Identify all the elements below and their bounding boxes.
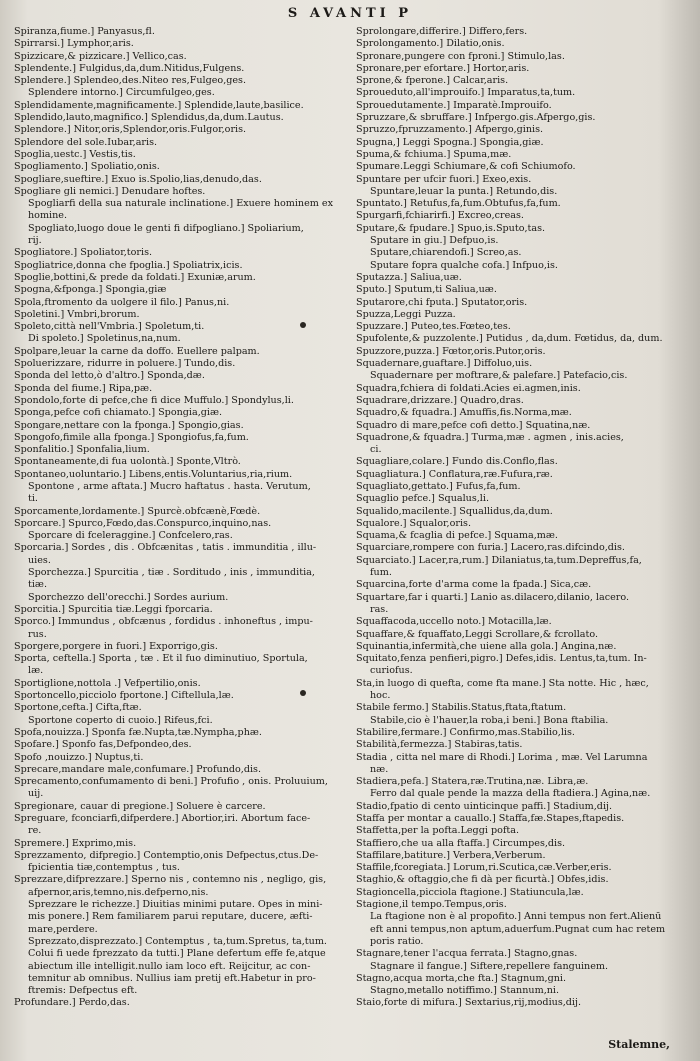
dictionary-line: ras. <box>370 603 389 615</box>
dictionary-line: Squadernare,guaftare.] Diffoluo,uis. <box>356 358 533 370</box>
dictionary-line: Sprezzare le richezze.] Diuitias minimi putare. Opes in mini- <box>28 899 323 911</box>
dictionary-line: Sprezzamento, difpregio.] Contemptio,onis Defpectus,ctus.De- <box>14 849 319 861</box>
dictionary-line: Spongare,nettare con la fponga.] Spongio,gias. <box>14 419 244 431</box>
dictionary-line: Spongofo,fimile alla fponga.] Spongiofus,fa,fum. <box>14 431 249 443</box>
dictionary-line: Staffa per montar a cauallo.] Staffa,fæ.Stapes,ftapedis. <box>356 813 625 824</box>
dictionary-line: Sponda del fiume.] Ripa,pæ. <box>14 382 153 394</box>
dictionary-line: Sporcitia.] Spurcitia tiæ.Leggi fporcaria. <box>14 603 213 615</box>
dictionary-line: Spola,ftromento da uolgere il filo.] Panus,ni. <box>14 296 230 308</box>
dictionary-line: fum. <box>370 567 392 579</box>
dictionary-line: Sprolongare,differire.] Differo,fers. <box>356 26 528 37</box>
dictionary-line: Sprezzato,disprezzato.] Contemptus , ta,tum.Spretus, ta,tum. <box>28 935 327 947</box>
catchword: Stalemne, <box>608 1038 670 1051</box>
dictionary-line: fpicientia tiæ,contemptus , tus. <box>28 862 180 874</box>
dictionary-line: Squalore.] Squalor,oris. <box>356 517 472 529</box>
dictionary-line: Splendente.] Fulgidus,da,dum.Nitidus,Fulgens. <box>14 62 245 74</box>
dictionary-line: Profundare.] Perdo,das. <box>14 997 130 1009</box>
dictionary-line: Spofo ,nouizzo.] Nuptus,ti. <box>14 751 144 763</box>
dictionary-line: Spogliato,luogo doue le genti fi difpogliano.] Spoliarium, <box>28 222 304 234</box>
dictionary-line: Staffile,fcoregiata.] Lorum,ri.Scutica,cæ.Verber,eris. <box>356 862 612 874</box>
dictionary-line: abiectum ille intelligit.nullo iam loco eft. Reijcitur, ac con- <box>28 960 311 972</box>
dictionary-line: Spoglie,bottini,& prede da foldati.] Exuniæ,arum. <box>14 271 256 283</box>
dictionary-line: mis ponere.] Rem familiarem parui reputare, ducere, æfti- <box>28 911 313 923</box>
dictionary-line: Sputazza.] Saliua,uæ. <box>356 271 462 283</box>
dictionary-line: Spuma,& fchiuma.] Spuma,mæ. <box>356 148 512 160</box>
dictionary-line: Staio,forte di mifura.] Sextarius,rij,modius,dij. <box>356 997 582 1009</box>
left-column <box>14 26 350 1056</box>
dictionary-line: Sponda del letto,ò d'altro.] Sponda,dæ. <box>14 370 205 382</box>
dictionary-line: uies. <box>28 554 51 566</box>
dictionary-line: poris ratio. <box>370 935 424 947</box>
running-head: S AVANTI P <box>287 6 413 21</box>
dictionary-line: Stadiera,pefa.] Statera,ræ.Trutina,næ. Libra,æ. <box>356 776 589 788</box>
dictionary-line: Stabilire,fermare.] Confirmo,mas.Stabilio,lis. <box>356 726 575 738</box>
dictionary-line: Spofare.] Sponfo fas,Defpondeo,des. <box>14 739 192 751</box>
dictionary-line: hoc. <box>370 690 391 702</box>
dictionary-line: Squadrone,& fquadra.] Turma,mæ . agmen , inis.acies, <box>356 431 624 443</box>
dictionary-line: Sprouedutamente.] Imparatè.Improuifo. <box>356 99 552 111</box>
right-column <box>356 26 668 1056</box>
dictionary-line: Spumare.Leggi Schiumare,& cofi Schiumofo. <box>356 161 576 173</box>
dictionary-line: Splendere.] Splendeo,des.Niteo res,Fulgeo,ges. <box>14 75 247 87</box>
dictionary-line: Stagioncella,picciola ftagione.] Statiuncula,læ. <box>356 886 584 898</box>
dictionary-line: curiofus. <box>370 665 413 677</box>
dictionary-line: Spuntare,leuar la punta.] Retundo,dis. <box>370 185 558 197</box>
dictionary-line: Spreguare, fconciarfi,difperdere.] Abortior,iri. Abortum face- <box>14 813 311 824</box>
dictionary-line: Stabile,cio è l'hauer,la roba,i beni.] Bona ftabilia. <box>370 714 609 726</box>
dictionary-line: afpernor,aris,temno,nis.defperno,nis. <box>28 886 209 898</box>
dictionary-line: Sporcamente,lordamente.] Spurcè.obfcænè,Fœdè. <box>14 505 261 517</box>
dictionary-line: Sputare,& fpudare.] Spuo,is.Sputo,tas. <box>356 222 546 234</box>
dictionary-line: Sputare in giu.] Defpuo,is. <box>370 235 499 247</box>
dictionary-line: Sprecare,mandare male,confumare.] Profundo,dis. <box>14 763 262 775</box>
dictionary-line: Spuntato.] Retufus,fa,fum.Obtufus,fa,fum. <box>356 198 561 210</box>
dictionary-line: Spolpare,leuar la carne da doffo. Euellere palpam. <box>14 345 260 357</box>
dictionary-line: Spruzzare,& sbruffare.] Infpergo.gis.Afpergo,gis. <box>356 112 596 124</box>
dictionary-line: Splendido,lauto,magnifico.] Splendidus,da,dum.Lautus. <box>14 112 284 124</box>
dictionary-line: Sporcare di fceleraggine.] Confcelero,ras. <box>28 530 233 542</box>
dictionary-line: Squadra,fchiera di foldati.Acies ei.agmen,inis. <box>356 382 581 394</box>
dictionary-line: Stadia , citta nel mare di Rhodi.] Lorima , mæ. Vel Larumna <box>356 751 648 763</box>
dictionary-line: temnitur ab omnibus. Nullius iam pretij eft.Habetur in pro- <box>28 972 316 984</box>
dictionary-line: Stabilità,fermezza.] Stabiras,tatis. <box>356 739 523 751</box>
dictionary-line: Squalido,macilente.] Squallidus,da,dum. <box>356 505 553 517</box>
dictionary-line: Spogliare,sueftire.] Exuo is.Spolio,lias,denudo,das. <box>14 173 262 185</box>
dictionary-line: Sprolongamento.] Dilatio,onis. <box>356 38 505 50</box>
dictionary-line: Spoglia,uestc.] Vestis,tis. <box>14 148 136 160</box>
dictionary-line: Di spoleto.] Spoletinus,na,num. <box>28 333 181 345</box>
dictionary-line: Spoluerizzare, ridurre in poluere.] Tundo,dis. <box>14 358 236 370</box>
dictionary-line: Spoletini.] Vmbri,brorum. <box>14 308 140 320</box>
dictionary-line: Squagliare,colare.] Fundo dis.Conflo,flas. <box>356 456 558 468</box>
dictionary-line: Spremere.] Exprimo,mis. <box>14 837 137 849</box>
dictionary-line: Ferro dal quale pende la mazza della ftadiera.] Agina,næ. <box>370 788 651 800</box>
dictionary-line: Sporta, ceftella.] Sporta , tæ . Et il fuo diminutiuo, Sportula, <box>14 653 308 665</box>
dictionary-line: Sporcaria.] Sordes , dis . Obfcænitas , tatis . immunditia , illu- <box>14 542 317 554</box>
dictionary-line: Spuzza,Leggi Puzza. <box>356 308 456 320</box>
dictionary-line: Spizzicare,& pizzicare.] Vellico,cas. <box>14 50 187 62</box>
dictionary-line: Sportoncello,picciolo fportone.] Ciftellula,læ. <box>14 690 234 702</box>
dictionary-line: Sportone,cefta.] Cifta,ftæ. <box>14 702 142 714</box>
dictionary-line: Squadro,& fquadra.] Amuffis,fis.Norma,mæ. <box>356 407 572 419</box>
dictionary-line: rus. <box>28 628 47 640</box>
dictionary-line: La ftagione non è al propofito.] Anni tempus non fert.Alienū <box>370 911 662 923</box>
dictionary-line: mare,perdere. <box>28 923 98 935</box>
dictionary-line: Spiranza,fiume.] Panyasus,fl. <box>14 26 155 37</box>
dictionary-line: Squaffare,& fquaffato,Leggi Scrollare,& fcrollato. <box>356 628 599 640</box>
dictionary-line: Staghio,& oftaggio,che fi dà per ficurtà.] Obfes,idis. <box>356 874 609 886</box>
dictionary-line: Spogliatore.] Spoliator,toris. <box>14 247 153 259</box>
dictionary-line: Squadrare,drizzare.] Quadro,dras. <box>356 394 524 406</box>
dictionary-line: Spregionare, cauar di pregione.] Soluere è carcere. <box>14 800 266 812</box>
dictionary-line: Sportone coperto di cuoio.] Rifeus,fci. <box>28 714 213 726</box>
dictionary-line: Stabile fermo.] Stabilis.Status,ftata,ftatum. <box>356 702 567 714</box>
dictionary-line: Squarciato.] Lacer,ra,rum.] Dilaniatus,ta,tum.Depreffus,fa, <box>356 554 642 566</box>
dictionary-line: Splendore.] Nitor,oris,Splendor,oris.Fulgor,oris. <box>14 124 247 136</box>
dictionary-line: Staffetta,per la pofta.Leggi pofta. <box>356 825 520 837</box>
dictionary-line: Sta,in luogo di quefta, come fta mane.] Sta notte. Hic , hæc, <box>356 677 649 689</box>
dictionary-line: Spogliatrice,donna che fpoglia.] Spoliatrix,icis. <box>14 259 243 271</box>
dictionary-line: Staffilare,batiture.] Verbera,Verberum. <box>356 849 546 861</box>
dictionary-line: Sproueduto,all'improuifo.] Imparatus,ta,tum. <box>356 87 576 99</box>
dictionary-line: Splendore del sole.Iubar,aris. <box>14 136 158 148</box>
dictionary-line: Sputo.] Sputum,ti Saliua,uæ. <box>356 284 497 296</box>
dictionary-line: uij. <box>28 788 44 800</box>
dictionary-line: Stadio,fpatio di cento uinticinque paffi.] Stadium,dij. <box>356 800 613 812</box>
dictionary-line: Squinantia,infermità,che uiene alla gola.] Angina,næ. <box>356 640 617 652</box>
dictionary-line: Sponfalitio.] Sponfalia,lium. <box>14 444 150 456</box>
dictionary-line: Spontaneamente,di fua uolontà.] Sponte,Vltrò. <box>14 456 241 468</box>
dictionary-line: Squarciare,rompere con furia.] Lacero,ras.difcindo,dis. <box>356 542 625 554</box>
dictionary-line: Spufolente,& puzzolente.] Putidus , da,dum. Fœtidus, da, dum. <box>356 333 663 345</box>
dictionary-line: Sputare fopra qualche cofa.] Infpuo,is. <box>370 259 558 271</box>
dictionary-line: Squaglio pefce.] Squalus,li. <box>356 493 489 505</box>
ornament-dot <box>300 690 306 696</box>
dictionary-line: Spogliamento.] Spoliatio,onis. <box>14 161 160 173</box>
dictionary-line: ci. <box>370 444 382 456</box>
dictionary-line: Spofa,nouizza.] Sponfa fæ.Nupta,tæ.Nympha,phæ. <box>14 726 262 738</box>
dictionary-line: Sporco.] Immundus , obfcænus , fordidus . inhoneftus , impu- <box>14 616 313 628</box>
dictionary-line: Stagnare,tener l'acqua ferrata.] Stagno,gnas. <box>356 948 578 960</box>
dictionary-line: Stagno,acqua morta,che fta.] Stagnum,gni. <box>356 972 567 984</box>
dictionary-line: Squama,& fcaglia di pefce.] Squama,mæ. <box>356 530 558 542</box>
dictionary-line: Spuzzare.] Puteo,tes.Fœteo,tes. <box>356 321 511 333</box>
dictionary-line: Sprezzare,difprezzare.] Sperno nis , contemno nis , negligo, gis, <box>14 874 327 886</box>
dictionary-line: Spogliarfi della sua naturale inclinatione.] Exuere hominem ex <box>28 198 333 210</box>
dictionary-line: Sporchezzo dell'orecchi.] Sordes aurium. <box>28 591 229 603</box>
dictionary-line: Spruzzo,fpruzzamento.] Afpergo,ginis. <box>356 124 544 136</box>
dictionary-line: Spronare,pungere con fproni.] Stimulo,las. <box>356 50 565 62</box>
dictionary-line: Spoleto,città nell'Vmbria.] Spoletum,ti. <box>14 321 205 333</box>
dictionary-line: Spontone , arme aftata.] Mucro haftatus . hasta. Verutum, <box>28 480 311 492</box>
dictionary-line: Stagione,il tempo.Tempus,oris. <box>356 899 507 911</box>
dictionary-line: næ. <box>370 763 389 775</box>
dictionary-line: Sprone,& fperone.] Calcar,aris. <box>356 75 509 87</box>
dictionary-line: Sponga,pefce cofi chiamato.] Spongia,giæ. <box>14 407 223 419</box>
dictionary-line: Sportiglione,nottola .] Vefpertilio,onis. <box>14 677 201 689</box>
dictionary-line: Spogliare gli nemici.] Denudare hoftes. <box>14 185 206 197</box>
dictionary-line: Squaffacoda,uccello noto.] Motacilla,læ. <box>356 616 552 628</box>
dictionary-line: Sporchezza.] Spurcitia , tiæ . Sorditudo , inis , immunditia, <box>28 567 315 579</box>
dictionary-line: Spirrarsi.] Lymphor,aris. <box>14 38 134 50</box>
dictionary-line: Spogna,&fponga.] Spongia,giæ <box>14 284 167 296</box>
dictionary-line: homine. <box>28 210 68 222</box>
dictionary-line: Stagno,metallo notiffimo.] Stannum,ni. <box>370 985 560 997</box>
dictionary-line: Sputare,chiarendofi.] Screo,as. <box>370 247 522 259</box>
dictionary-line: Splendidamente,magnificamente.] Splendide,laute,basilice. <box>14 99 304 111</box>
dictionary-line: Sprecamento,confumamento di beni.] Profufio , onis. Proluuium, <box>14 776 328 788</box>
dictionary-line: tiæ. <box>28 579 47 591</box>
dictionary-line: Squitato,fenza penfieri,pigro.] Defes,idis. Lentus,ta,tum. In- <box>356 653 647 665</box>
dictionary-line: Sporcare.] Spurco,Fœdo,das.Conspurco,inquino,nas. <box>14 517 272 529</box>
dictionary-line: rij. <box>28 235 42 247</box>
dictionary-line: Sputarore,chi fputa.] Sputator,oris. <box>356 296 528 308</box>
dictionary-line: Spugna,] Leggi Spogna.] Spongia,giæ. <box>356 136 544 148</box>
dictionary-line: Spurgarfi,fchiarirfi.] Excreo,creas. <box>356 210 524 222</box>
ornament-dot <box>300 322 306 328</box>
dictionary-line: læ. <box>28 665 44 677</box>
dictionary-line: Stagnare il fangue.] Siftere,repellere fanguinem. <box>370 960 609 972</box>
dictionary-line: Splendere intorno.] Circumfulgeo,ges. <box>28 87 215 99</box>
dictionary-line: ftremis: Defpectus eft. <box>28 985 138 997</box>
dictionary-line: Squarcina,forte d'arma come la fpada.] Sica,cæ. <box>356 579 592 591</box>
dictionary-line: Spuzzore,puzza.] Fœtor,oris.Putor,oris. <box>356 345 546 357</box>
dictionary-line: eft anni tempus,non aptum,aduerfum.Pugnat cum hac retem <box>370 923 666 935</box>
dictionary-line: Staffiero,che ua alla ftaffa.] Circumpes,dis. <box>356 837 566 849</box>
dictionary-line: Squartare,far i quarti.] Lanio as.dilacero,dilanio, lacero. <box>356 591 630 603</box>
dictionary-line: Squagliato,gettato.] Fufus,fa,fum. <box>356 480 521 492</box>
dictionary-line: Sporgere,porgere in fuori.] Exporrigo,gis. <box>14 640 218 652</box>
dictionary-line: Spuntare per ufcir fuori.] Exeo,exis. <box>356 173 532 185</box>
dictionary-line: Spronare,per efortare.] Hortor,aris. <box>356 62 530 74</box>
dictionary-line: Colui fi uede fprezzato da tutti.] Plane defertum effe fe,atque <box>28 948 326 960</box>
dictionary-line: re. <box>28 825 42 837</box>
dictionary-line: ti. <box>28 493 38 505</box>
dictionary-line: Squadro di mare,pefce cofi detto.] Squatina,næ. <box>356 419 591 431</box>
dictionary-line: Spondolo,forte di pefce,che fi dice Muffulo.] Spondylus,li. <box>14 394 294 406</box>
dictionary-line: Squadernare per moftrare,& palefare.] Patefacio,cis. <box>370 370 628 382</box>
dictionary-line: Spontaneo,uoluntario.] Libens,entis.Voluntarius,ria,rium. <box>14 468 293 480</box>
dictionary-line: Squagliatura.] Conflatura,ræ.Fufura,ræ. <box>356 468 553 480</box>
